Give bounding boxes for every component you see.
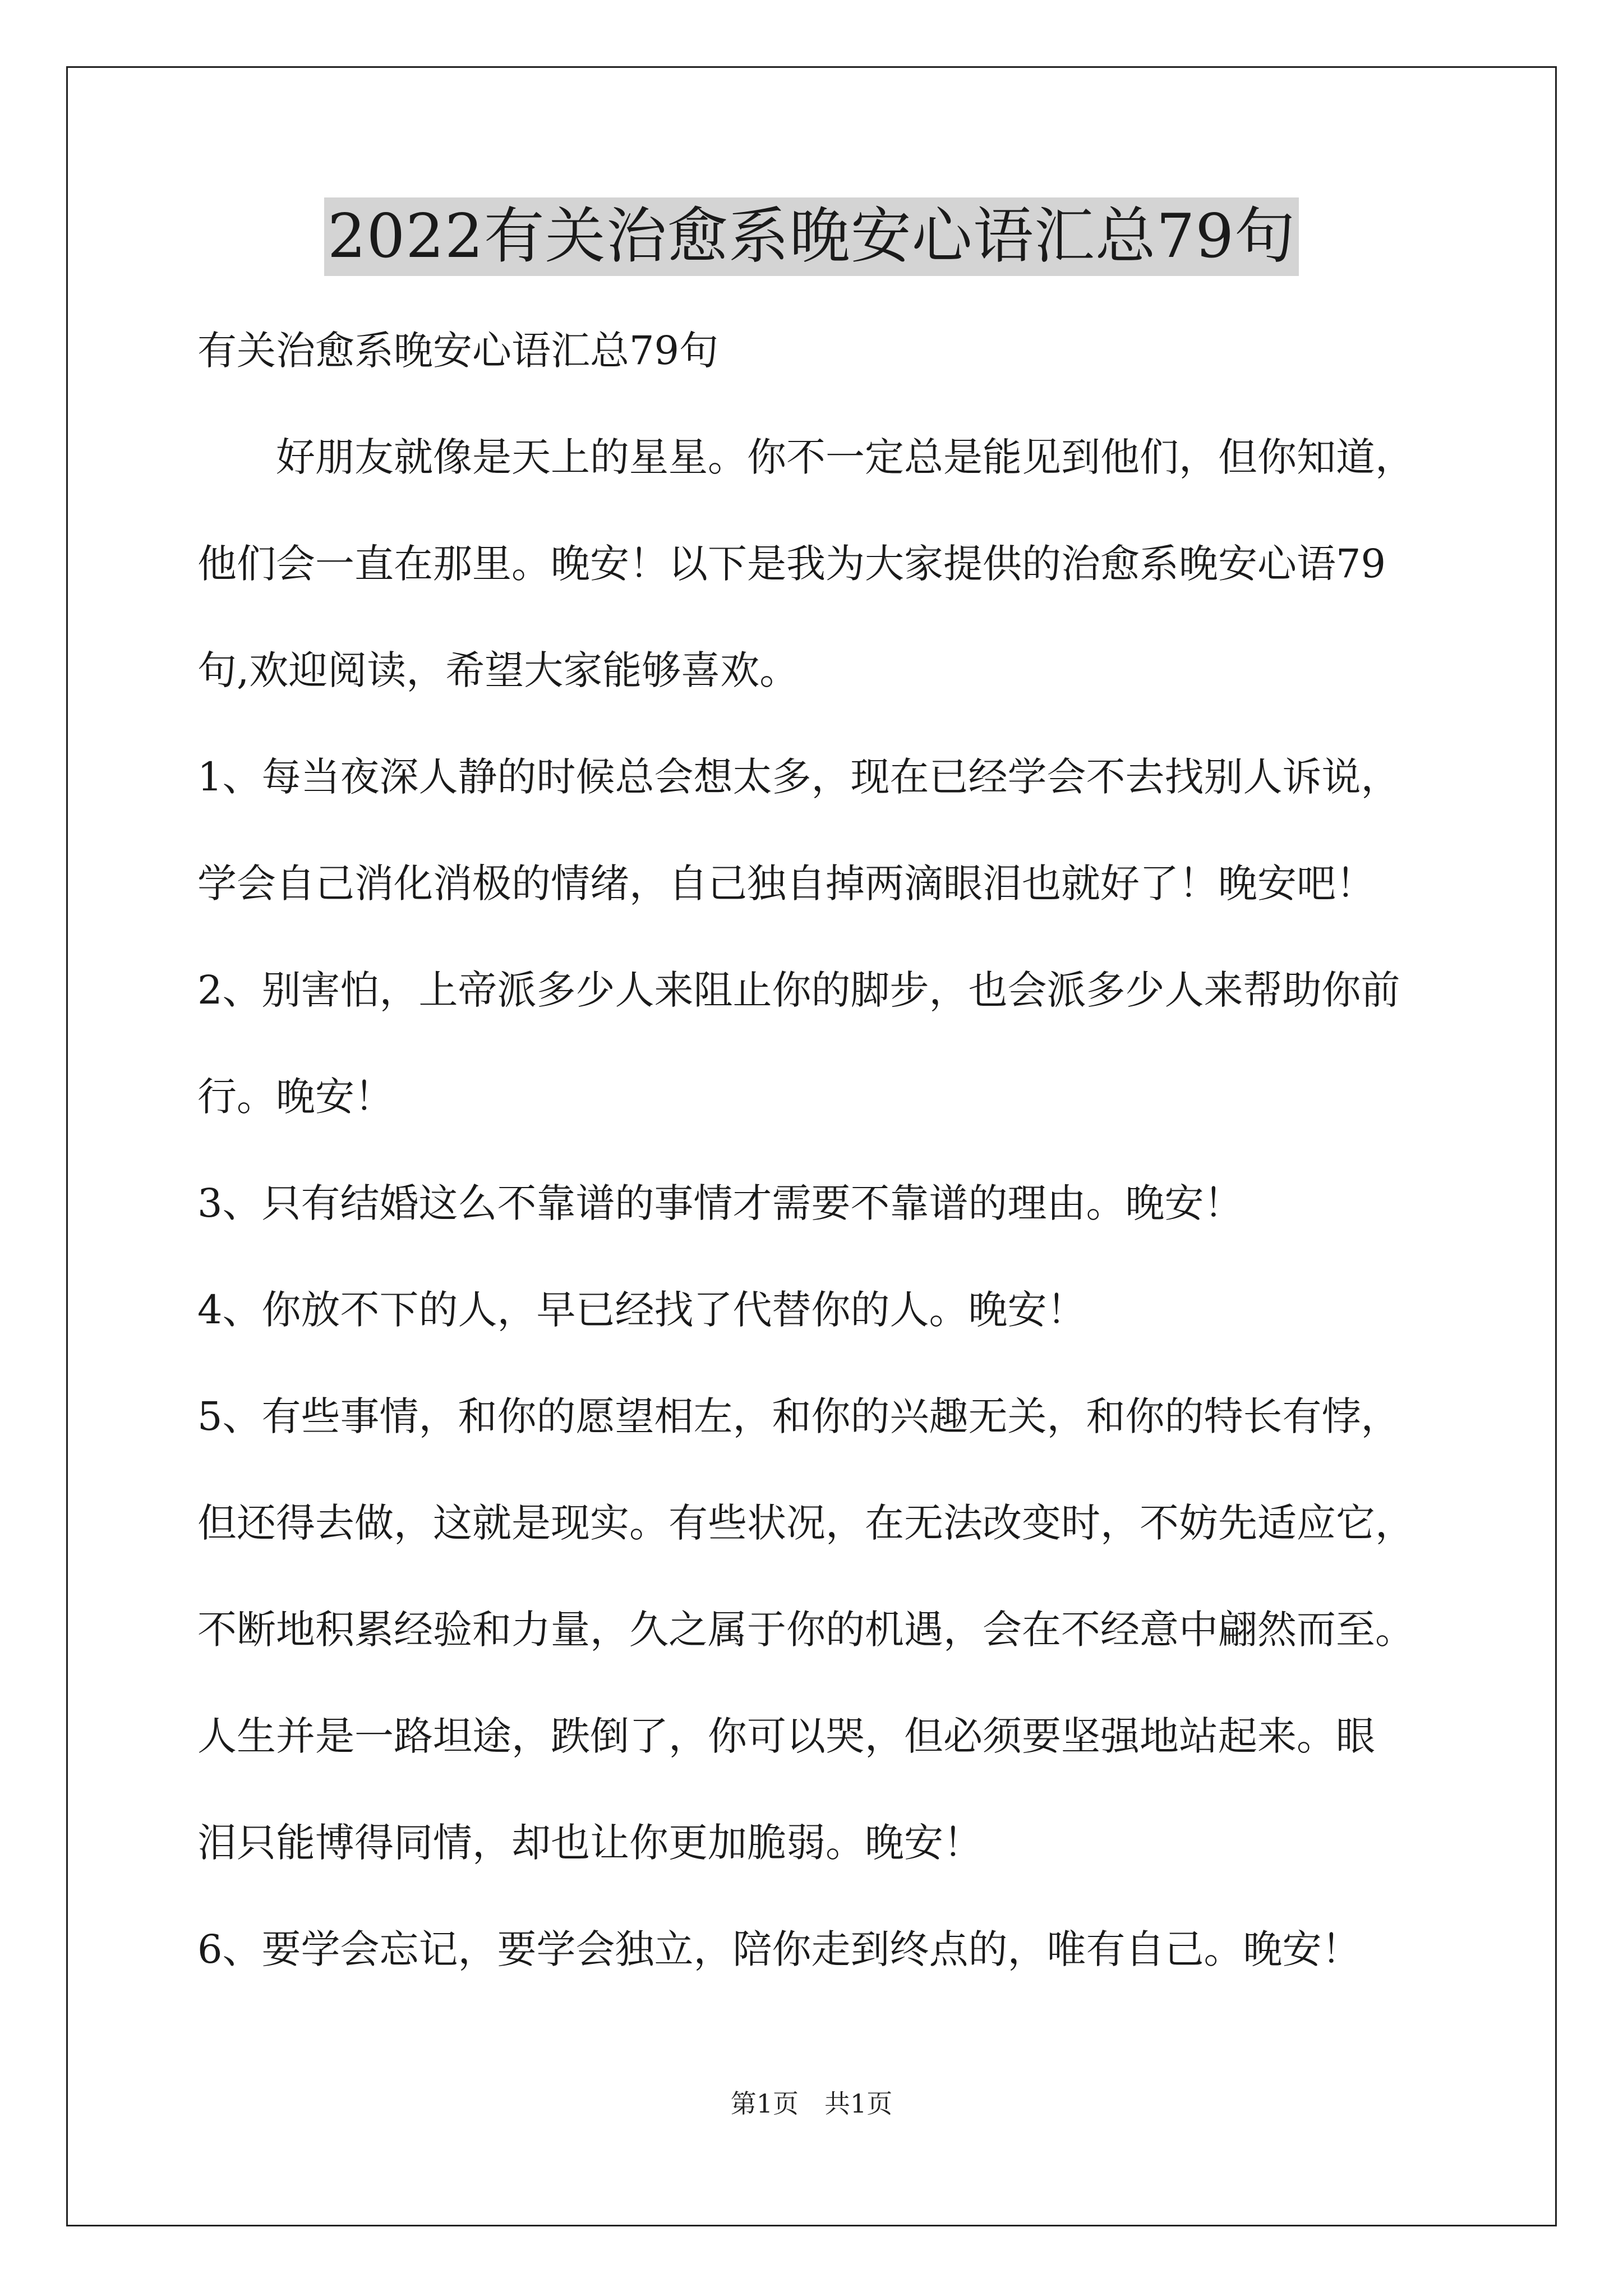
quote-5-line: 泪只能博得同情，却也让你更加脆弱。晚安！ <box>197 1820 983 1866</box>
quote-4-line: 4、你放不下的人，早已经找了代替你的人。晚安！ <box>197 1287 1086 1333</box>
title-container <box>0 197 1623 276</box>
intro-line: 好朋友就像是天上的星星。你不一定总是能见到他们，但你知道， <box>276 434 1414 480</box>
quote-2-line: 2、别害怕，上帝派多少人来阻止你的脚步，也会派多少人来帮助你前 <box>197 967 1400 1013</box>
quote-2-line: 行。晚安！ <box>197 1074 394 1120</box>
quote-5-line: 人生并是一路坦途，跌倒了，你可以哭，但必须要坚强地站起来。眼 <box>197 1713 1375 1759</box>
quote-1-line: 学会自己消化消极的情绪，自己独自掉两滴眼泪也就好了！晚安吧！ <box>197 861 1375 907</box>
page-number: 第1页 共1页 <box>730 2088 893 2119</box>
document-title: 2022有关治愈系晚安心语汇总79句 <box>324 197 1299 276</box>
quote-5-line: 不断地积累经验和力量，久之属于你的机遇，会在不经意中翩然而至。 <box>197 1607 1414 1653</box>
quote-5-line: 5、有些事情，和你的愿望相左，和你的兴趣无关，和你的特长有悖， <box>197 1393 1400 1439</box>
document-body <box>197 297 1470 2003</box>
subtitle-line: 有关治愈系晚安心语汇总79句 <box>197 328 719 374</box>
page-footer <box>0 2087 1623 2120</box>
quote-1-line: 1、每当夜深人静的时候总会想太多，现在已经学会不去找别人诉说， <box>197 754 1400 800</box>
intro-line: 他们会一直在那里。晚安！以下是我为大家提供的治愈系晚安心语79 <box>197 541 1386 587</box>
quote-6-line: 6、要学会忘记，要学会独立，陪你走到终点的，唯有自己。晚安！ <box>197 1926 1361 1972</box>
intro-line: 句,欢迎阅读，希望大家能够喜欢。 <box>197 647 799 693</box>
quote-5-line: 但还得去做，这就是现实。有些状况，在无法改变时，不妨先适应它， <box>197 1500 1414 1546</box>
quote-3-line: 3、只有结婚这么不靠谱的事情才需要不靠谱的理由。晚安！ <box>197 1180 1243 1226</box>
